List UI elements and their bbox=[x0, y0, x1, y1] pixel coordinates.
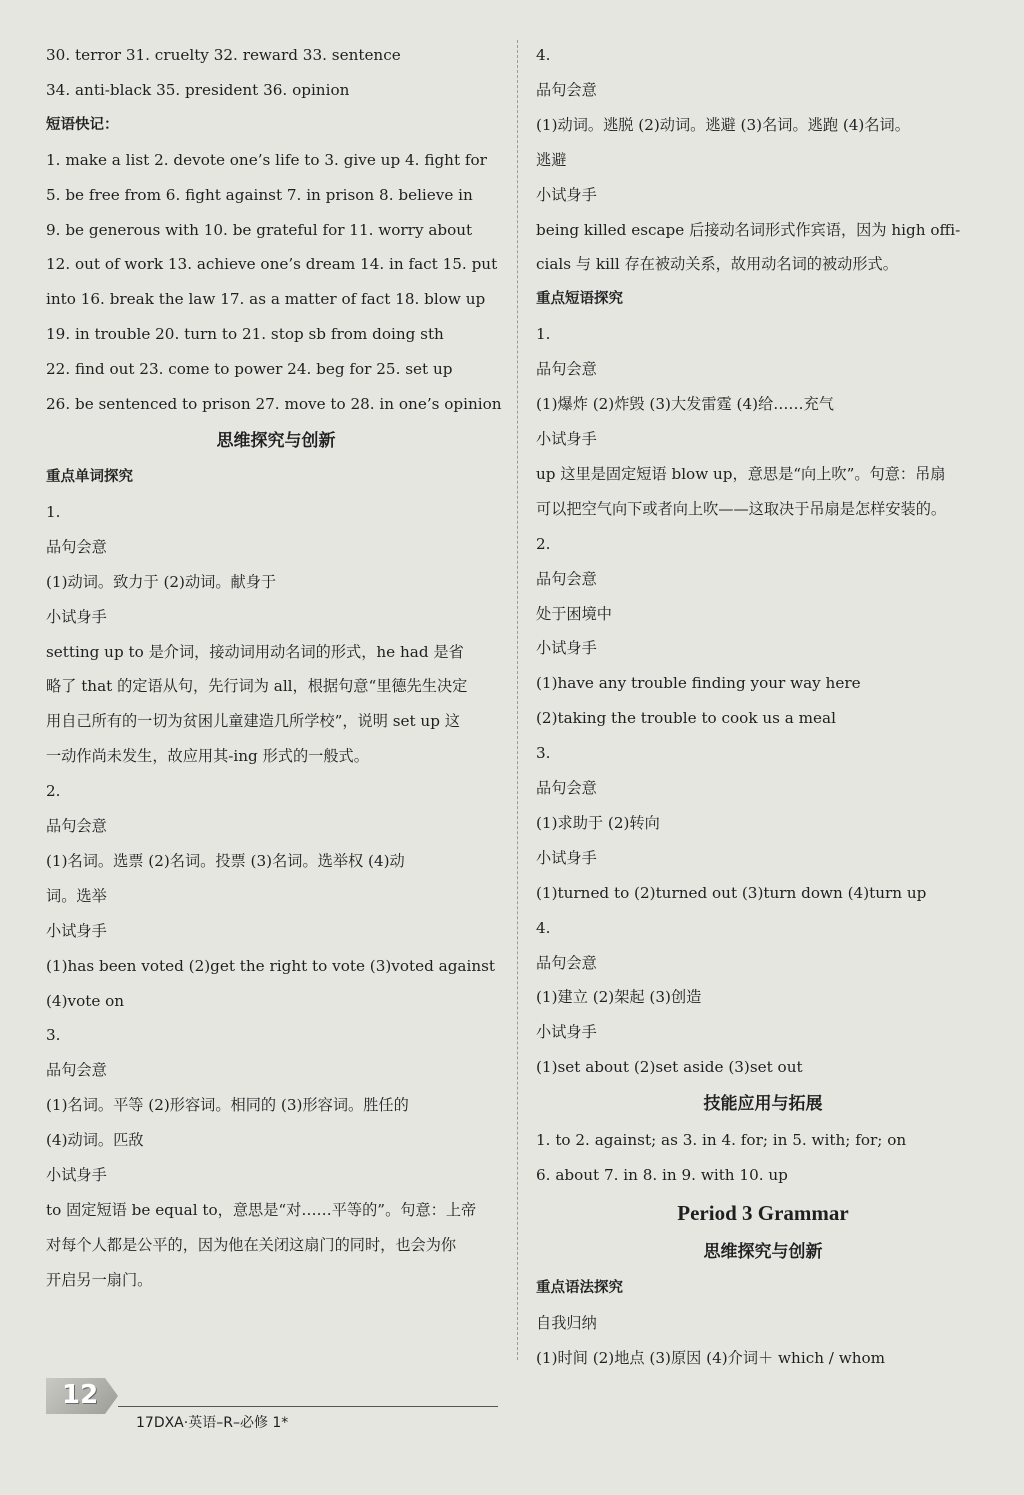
section-title: 技能应用与拓展 bbox=[703, 1094, 823, 1115]
text-line: 1. make a list 2. devote one’s life to 3. give up 4. fight for bbox=[46, 150, 487, 169]
subsection-heading: 短语快记： bbox=[46, 116, 119, 133]
page-number: 12 bbox=[62, 1380, 99, 1410]
text-line: to 固定短语 be equal to，意思是“对……平等的”。句意：上帝 bbox=[46, 1201, 477, 1219]
text-line: (1)名词。选票 (2)名词。投票 (3)名词。选举权 (4)动 bbox=[46, 851, 405, 870]
text-line: (1)求助于 (2)转向 bbox=[536, 813, 660, 832]
text-line: 品句会意 bbox=[536, 569, 597, 588]
text-line: 对每个人都是公平的，因为他在关闭这扇门的同时，也会为你 bbox=[46, 1235, 457, 1254]
subsection-heading: 重点语法探究 bbox=[536, 1280, 623, 1296]
text-line: 小试身手 bbox=[536, 185, 597, 204]
text-line: 1. bbox=[46, 502, 61, 521]
text-line: into 16. break the law 17. as a matter of fact 18. blow up bbox=[46, 290, 486, 309]
text-line: 品句会意 bbox=[536, 80, 597, 99]
text-line: 品句会意 bbox=[46, 817, 107, 836]
footer-rule bbox=[118, 1406, 498, 1407]
subsection-heading: 重点短语探究 bbox=[536, 291, 623, 308]
text-line: (1)名词。平等 (2)形容词。相同的 (3)形容词。胜任的 bbox=[46, 1096, 409, 1115]
text-line: 品句会意 bbox=[536, 779, 597, 798]
text-line: (2)taking the trouble to cook us a meal bbox=[536, 709, 836, 728]
section-title: 思维探究与创新 bbox=[216, 430, 336, 451]
text-line: 小试身手 bbox=[46, 1166, 107, 1185]
text-line: 逃避 bbox=[536, 150, 567, 169]
text-line: 可以把空气向下或者向上吹——这取决于吊扇是怎样安装的。 bbox=[536, 499, 947, 518]
text-line: 9. be generous with 10. be grateful for 11. worry about bbox=[46, 220, 473, 239]
text-line: 22. find out 23. come to power 24. beg for 25. set up bbox=[46, 360, 453, 379]
text-line: (4)动词。匹敌 bbox=[46, 1131, 144, 1150]
text-line: up 这里是固定短语 blow up，意思是“向上吹”。句意：吊扇 bbox=[536, 464, 946, 483]
left-column bbox=[46, 38, 506, 1298]
text-line: setting up to 是介词，接动词用动名词的形式，he had 是省 bbox=[46, 642, 464, 661]
text-line: (1)时间 (2)地点 (3)原因 (4)介词＋ which / whom bbox=[536, 1348, 886, 1367]
text-line: 小试身手 bbox=[536, 639, 597, 658]
text-line: being killed escape 后接动名词形式作宾语，因为 high offi- bbox=[536, 220, 961, 239]
column-divider bbox=[517, 40, 518, 1360]
text-line: 1. to 2. against; as 3. in 4. for; in 5. with; for; on bbox=[536, 1131, 907, 1150]
right-column bbox=[536, 38, 990, 1376]
text-line: 品句会意 bbox=[536, 360, 597, 379]
text-line: 略了 that 的定语从句，先行词为 all，根据句意“里德先生决定 bbox=[46, 677, 468, 696]
text-line: 小试身手 bbox=[46, 607, 107, 626]
text-line: (1)爆炸 (2)炸毁 (3)大发雷霆 (4)给……充气 bbox=[536, 395, 834, 414]
text-line: (1)动词。致力于 (2)动词。献身于 bbox=[46, 572, 277, 591]
text-line: (1)have any trouble finding your way here bbox=[536, 674, 861, 693]
text-line: 5. be free from 6. fight against 7. in prison 8. believe in bbox=[46, 185, 473, 204]
text-line: cials 与 kill 存在被动关系，故用动名词的被动形式。 bbox=[536, 255, 898, 274]
text-line: (1)动词。逃脱 (2)动词。逃避 (3)名词。逃跑 (4)名词。 bbox=[536, 115, 910, 134]
text-line: 3. bbox=[46, 1026, 61, 1045]
text-line: 处于困境中 bbox=[536, 604, 612, 623]
text-line: 4. bbox=[536, 46, 551, 64]
text-line: (1)has been voted (2)get the right to vote (3)voted against bbox=[46, 956, 496, 975]
text-line: 小试身手 bbox=[536, 429, 597, 448]
text-line: 开启另一扇门。 bbox=[46, 1270, 153, 1289]
text-line: (1)建立 (2)架起 (3)创造 bbox=[536, 988, 702, 1007]
text-line: 品句会意 bbox=[46, 1061, 107, 1080]
text-line: 4. bbox=[536, 918, 551, 937]
text-line: 用自己所有的一切为贫困儿童建造几所学校”，说明 set up 这 bbox=[46, 712, 460, 731]
text-line: 12. out of work 13. achieve one’s dream 14. in fact 15. put bbox=[46, 255, 498, 274]
text-line: 小试身手 bbox=[46, 921, 107, 940]
text-line: 品句会意 bbox=[46, 537, 107, 556]
text-line: 26. be sentenced to prison 27. move to 28. in one’s opinion bbox=[46, 395, 502, 414]
subsection-heading: 重点单词探究 bbox=[46, 468, 133, 485]
text-line: 19. in trouble 20. turn to 21. stop sb from doing sth bbox=[46, 325, 444, 344]
text-line: 30. terror 31. cruelty 32. reward 33. sentence bbox=[46, 46, 401, 64]
text-line: 词。选举 bbox=[46, 886, 107, 905]
text-line: (1)set about (2)set aside (3)set out bbox=[536, 1058, 803, 1077]
text-line: (4)vote on bbox=[46, 991, 125, 1010]
period-title: Period 3 Grammar bbox=[677, 1201, 849, 1225]
text-line: 小试身手 bbox=[536, 848, 597, 867]
text-line: 1. bbox=[536, 325, 551, 344]
section-title: 思维探究与创新 bbox=[703, 1242, 823, 1262]
text-line: 2. bbox=[536, 534, 551, 553]
book-code: 17DXA·英语–R–必修 1* bbox=[136, 1415, 289, 1431]
text-line: (1)turned to (2)turned out (3)turn down (4)turn up bbox=[536, 883, 927, 902]
text-line: 6. about 7. in 8. in 9. with 10. up bbox=[536, 1166, 788, 1185]
text-line: 3. bbox=[536, 744, 551, 763]
text-line: 2. bbox=[46, 782, 61, 801]
text-line: 品句会意 bbox=[536, 953, 597, 972]
text-line: 小试身手 bbox=[536, 1023, 597, 1042]
text-line: 自我归纳 bbox=[536, 1313, 597, 1332]
text-line: 一动作尚未发生，故应用其-ing 形式的一般式。 bbox=[46, 747, 369, 766]
text-line: 34. anti-black 35. president 36. opinion bbox=[46, 80, 350, 99]
